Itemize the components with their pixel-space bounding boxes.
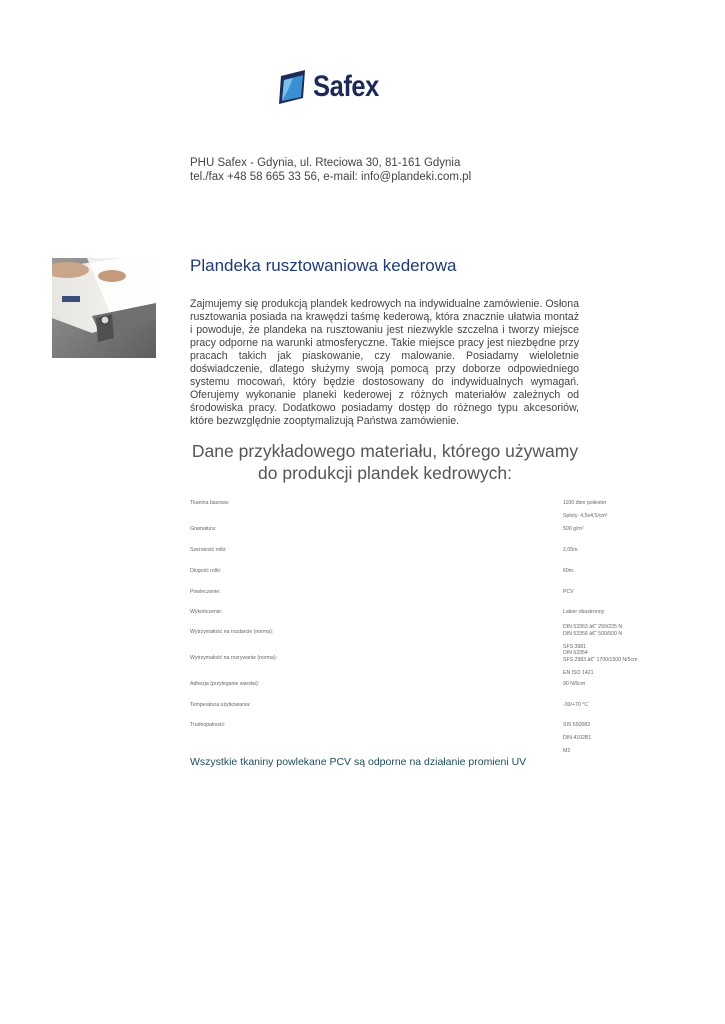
spec-value xyxy=(563,568,643,575)
spec-label: Długość rolki: xyxy=(190,568,222,574)
spec-value-line: -30/+70 °C xyxy=(563,702,589,708)
contact-block xyxy=(190,156,471,184)
spec-value-line: 60m. xyxy=(563,568,575,574)
spec-value-line: Lakier obustronny xyxy=(563,609,605,615)
spec-label: Szerokość rolki: xyxy=(190,547,227,553)
spec-value-line: DIN 53354 xyxy=(563,650,588,656)
company-address: PHU Safex - Gdynia, ul. Rteciowa 30, 81-161 Gdynia xyxy=(190,157,461,169)
logo-text: Safex xyxy=(313,70,379,103)
spec-label: Powleczenie: xyxy=(190,589,221,595)
spec-value xyxy=(563,650,643,676)
spec-value-line: SFS 3981 xyxy=(563,643,587,650)
spec-value xyxy=(563,526,643,533)
spec-value-line: M2 xyxy=(563,748,571,754)
product-photo xyxy=(52,258,156,358)
spec-value-line: 2,05m. xyxy=(563,547,579,553)
page-title: Plandeka rusztowaniowa kederowa xyxy=(190,256,457,275)
safex-logo xyxy=(279,70,391,104)
spec-value xyxy=(563,722,643,755)
spec-label: Tkanina bazowa: xyxy=(190,500,230,506)
spec-label: Trudnopalność: xyxy=(190,722,226,728)
uv-resistance-note: Wszystkie tkaniny powlekane PCV są odporne na działanie promieni UV xyxy=(190,756,527,768)
spec-value xyxy=(563,624,643,650)
spec-value xyxy=(563,681,643,688)
section-subtitle: Dane przykładowego materiału, którego używamy do produkcji plandek kedrowych: xyxy=(191,441,579,483)
spec-label: Wykończenie: xyxy=(190,609,223,615)
logo-mark-icon xyxy=(279,70,307,104)
company-contact: tel./fax +48 58 665 33 56, e-mail: info@plandeki.com.pl xyxy=(190,171,472,183)
spec-value xyxy=(563,589,643,596)
spec-value-line: SFS 2983 â€“ 1700/1500 N/5cm xyxy=(563,656,638,663)
spec-value-line: 90 N/5cm xyxy=(563,681,586,687)
spec-label: Wytrzymałość na rozdarcie (norma): xyxy=(190,629,274,635)
spec-value-line: DIN 4102B1 xyxy=(563,735,592,741)
spec-value-line: SIS 650082 xyxy=(563,722,591,728)
spec-value xyxy=(563,702,643,709)
spec-label: Gramatura: xyxy=(190,526,217,532)
spec-label: Adhezja (przyleganie warstw): xyxy=(190,681,260,687)
spec-value-line: DIN 53363 â€“ 250/225 N xyxy=(563,624,623,630)
spec-value-line: Sploty: 4,5x4,5/cm² xyxy=(563,513,608,519)
spec-value-line: 500 g/m² xyxy=(563,526,584,532)
spec-value-line: DIN 53356 â€“ 500/500 N xyxy=(563,630,623,637)
spec-value xyxy=(563,547,643,554)
spec-value-line: EN ISO 1421 xyxy=(563,669,594,676)
spec-value xyxy=(563,500,643,520)
spec-value xyxy=(563,609,643,616)
spec-label: Wytrzymałość na rozrywanie (norma): xyxy=(190,655,278,661)
description-paragraph: Zajmujemy się produkcją plandek kedrowych na indywidualne zamówienie. Osłona rusztowania posiada na krawędzi taśmę kederową, która znacznie ułatwia montaż i powoduje, że plandeka na rusztowaniu jest niezwykle szczelna i tworzy miejsce pracy odporne na warunki atmosferyczne. Takie miejsce pracy jest niezbędne przy pracach takich jak piaskowanie, czy malowanie. Posiadamy wieloletnie doświadczenie, dlatego służymy swoją pomocą przy doborze odpowiedniego systemu mocowań, który będzie dostosowany do indywidualnych wymagań. Oferujemy wykonanie planeki kederowej z różnych materiałów zależnych od środowiska pracy. Dodatkowo posiadamy dostęp do różnego typu akcesoriów, które bezwzględnie zooptymalizują Państwa zamówienie. xyxy=(190,298,579,427)
spec-label: Temperatura użytkowania: xyxy=(190,702,251,708)
spec-value-line: PCV xyxy=(563,589,574,595)
spec-value-line: 1100 dtex poliester xyxy=(563,500,607,506)
